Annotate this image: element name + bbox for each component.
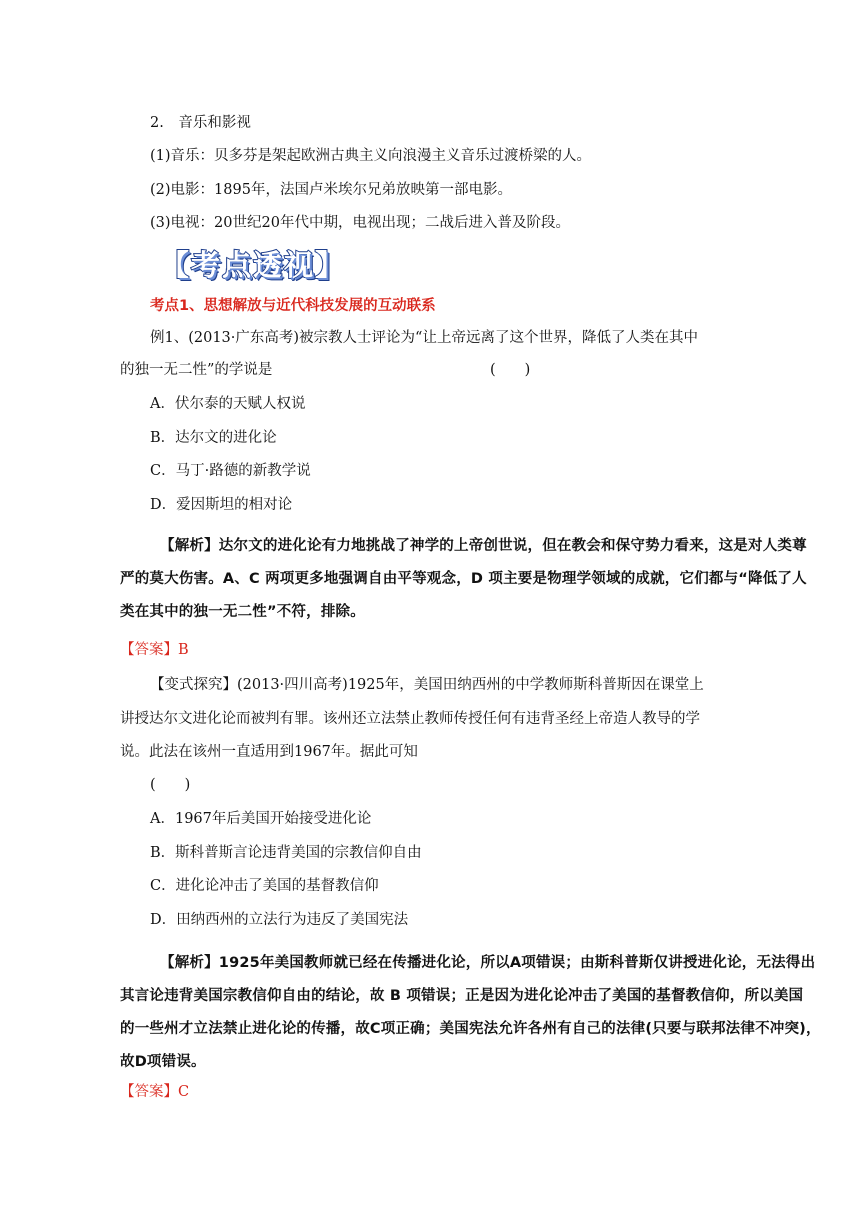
kaodian-toushi-banner: 【考点透视】	[160, 248, 347, 282]
example1-option-b: B．达尔文的进化论	[150, 430, 277, 446]
variant-analysis-line1: 【解析】1925年美国教师就已经在传播进化论，所以A项错误；由斯科普斯仅讲授进化论，无法得出	[160, 955, 816, 971]
variant-stem-line2: 讲授达尔文进化论而被判有罪。该州还立法禁止教师传授任何有违背圣经上帝造人教导的学	[120, 711, 700, 727]
variant-option-d: D．田纳西州的立法行为违反了美国宪法	[150, 912, 409, 928]
example1-blank: ( )	[490, 362, 531, 378]
variant-stem-line3: 说。此法在该州一直适用到1967年。据此可知	[120, 744, 418, 760]
variant-analysis-line4: 故D项错误。	[120, 1054, 206, 1070]
film-line: (2)电影：1895年，法国卢米埃尔兄弟放映第一部电影。	[150, 182, 512, 198]
variant-analysis-line3: 的一些州才立法禁止进化论的传播，故C项正确；美国宪法允许各州有自己的法律(只要与联邦法律不冲突)，	[120, 1021, 821, 1037]
example1-option-a: A．伏尔泰的天赋人权说	[150, 396, 306, 412]
example1-stem-line2: 的独一无二性”的学说是	[120, 362, 273, 378]
music-line: (1)音乐：贝多芬是架起欧洲古典主义向浪漫主义音乐过渡桥梁的人。	[150, 148, 592, 164]
variant-answer: 【答案】C	[120, 1084, 190, 1100]
variant-option-c: C．进化论冲击了美国的基督教信仰	[150, 878, 379, 894]
variant-analysis-line2: 其言论违背美国宗教信仰自由的结论，故 B 项错误；正是因为进化论冲击了美国的基督教信仰，所以美国	[120, 988, 804, 1004]
kaodian-1-title: 考点1、思想解放与近代科技发展的互动联系	[150, 298, 436, 314]
example1-answer: 【答案】B	[120, 642, 189, 658]
example1-analysis-line2: 严的莫大伤害。A、C 两项更多地强调自由平等观念，D 项主要是物理学领域的成就，它们都与“降低了人	[120, 571, 807, 587]
example1-stem-line1: 例1、(2013·广东高考)被宗教人士评论为“让上帝远离了这个世界，降低了人类在其中	[150, 330, 698, 346]
example1-option-c: C．马丁·路德的新教学说	[150, 463, 311, 479]
variant-option-a: A．1967年后美国开始接受进化论	[150, 811, 372, 827]
variant-option-b: B．斯科普斯言论违背美国的宗教信仰自由	[150, 845, 422, 861]
tv-line: (3)电视：20世纪20年代中期，电视出现；二战后进入普及阶段。	[150, 215, 570, 231]
example1-analysis-line3: 类在其中的独一无二性”不符，排除。	[120, 604, 365, 620]
variant-stem-line1: 【变式探究】(2013·四川高考)1925年，美国田纳西州的中学教师斯科普斯因在课堂上	[150, 677, 704, 693]
example1-analysis-line1: 【解析】达尔文的进化论有力地挑战了神学的上帝创世说，但在教会和保守势力看来，这是对人类尊	[160, 538, 807, 554]
variant-blank: ( )	[150, 777, 191, 793]
example1-option-d: D．爱因斯坦的相对论	[150, 497, 293, 513]
section-title: 2. 音乐和影视	[150, 115, 251, 131]
